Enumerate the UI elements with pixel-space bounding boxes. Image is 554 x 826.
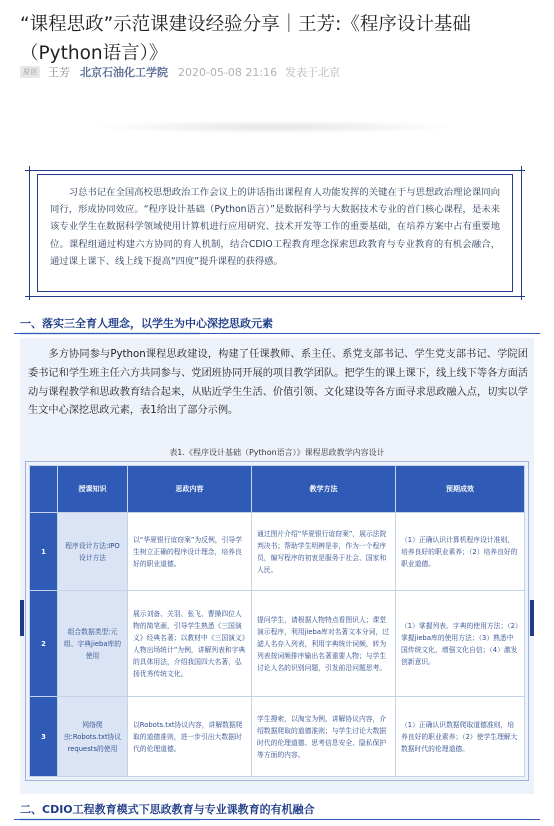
author-name: 王芳 <box>48 66 70 79</box>
panel-side-marker-right <box>530 600 534 636</box>
table-caption: 表1.《程序设计基础（Python语言）》课程思政教学内容设计 <box>169 448 385 457</box>
row-number: 1 <box>30 513 58 591</box>
section-1-paragraph: 多方协同参与Python课程思政建设，构建了任课教师、系主任、系党支部书记、学生党支部书记、学院团委书记和学生班主任六方共同参与、党团班协同开展的项目教学团队。把学生的课上课下，线上线下等各方面活动与课程教学和思政教育结合起来，从贴近学生生活、价值引领、文化建设等各方面寻求思政融入点，切实以学生文中心深挖思政元素，表1给出了部分示例。 <box>28 349 528 417</box>
header-cell-method: 教学方法 <box>252 466 396 513</box>
panel-side-marker-left <box>20 600 24 636</box>
row-knowledge: 组合数据类型:元组、字典jieba库的使用 <box>58 591 128 697</box>
row-method: 提问学生，请根据人物特点看图识人；课堂演示程序，利用jieba库对名著文本分词，过滤人名存入列表，利用字典统计词频，转为列表按词频排序输出名著重要人物；与学生讨论人名的识别问题，引发前沿问题思考。 <box>252 591 396 697</box>
account-name-link[interactable]: 北京石油化工学院 <box>80 66 168 79</box>
row-content: 展示刘备、关羽、张飞、曹操四位人物的简笔画，引导学生熟悉《三国演义》经典名著；以教材中《三国演义》人物出场统计”为例，讲解列表和字典的具体用法，介绍我国四大名著，弘扬优秀传统文化。 <box>128 591 252 697</box>
table-row <box>30 513 525 591</box>
header-cell-knowledge: 授课知识 <box>58 466 128 513</box>
original-badge: 原创 <box>20 66 40 78</box>
article-title: “课程思政”示范课建设经验分享｜王芳:《程序设计基础（Python语言）》 <box>20 14 471 64</box>
publish-location: 发表于北京 <box>285 66 341 79</box>
abstract-text: 习总书记在全国高校思想政治工作会议上的讲话指出课程育人功能发挥的关键在于与思想政治理论课同向同行，形成协同效应。“程序设计基础（Python语言）”是数据科学与大数据技术专业的首门核心课程，是未来该专业学生在数据科学领域使用计算机进行应用研究、技术开发等工作的重要基础，在培养方案中占有重要地位。课程组通过构建六方协同的育人机制，结合CDIO工程教育理念探索思政教育与专业教育的有机会融合，通过课上课下、线上线下提高“四度”提升课程的获得感。 <box>37 174 513 292</box>
row-outcome: （1）正确认识计算机程序设计准则，培养良好的职业素养；（2）培养良好的职业道德。 <box>396 513 525 591</box>
abstract-frame <box>25 166 525 300</box>
course-design-table <box>29 465 525 777</box>
header-cell-content: 思政内容 <box>128 466 252 513</box>
row-content: 以“华夏银行谊窃案”为反例，引导学生树立正确的程序设计理念，培养良好的职业道德。 <box>128 513 252 591</box>
header-cell-no <box>30 466 58 513</box>
row-method: 学生搜索，以淘宝为例，讲解协议内容，介绍数据爬取的道德准则；与学生讨论大数据时代的伦理道德、思考信息安全、隐私保护等方面的内容。 <box>252 697 396 777</box>
section-heading-2-text: 二、CDIO工程教育模式下思政教育与专业课教育的有机融合 <box>20 803 315 816</box>
section-heading-1 <box>14 314 540 334</box>
frame-line-left <box>29 166 30 300</box>
row-number: 2 <box>30 591 58 697</box>
header-cell-outcome: 预期成效 <box>396 466 525 513</box>
frame-line-top <box>25 170 525 171</box>
heading-underline <box>14 333 540 334</box>
row-content: 以Robots.txt协议内容，讲解数据爬取的道德准则，进一步引出大数据时代的伦理道德。 <box>128 697 252 777</box>
publish-datetime: 2020-05-08 21:16 <box>178 65 278 79</box>
row-knowledge: 程序设计方法:IPO设计方法 <box>58 513 128 591</box>
section-heading-2 <box>14 800 540 820</box>
table-header-row <box>30 466 525 513</box>
row-method: 通过图片介绍“华夏银行谊窃案”，展示法院判决书；帮助学生明辨是非，作为一个程序员，编写程序的初衷是服务于社会、国家和人民。 <box>252 513 396 591</box>
table-row <box>30 697 525 777</box>
heading-underline <box>14 819 540 820</box>
row-outcome: （1）正确认识数据爬取道德准则，培养良好的职业素养；（2）使学生理解大数据时代的伦理道德。 <box>396 697 525 777</box>
table-row <box>30 591 525 697</box>
row-number: 3 <box>30 697 58 777</box>
frame-line-bottom <box>25 296 525 297</box>
decorative-shadow <box>90 120 460 134</box>
row-outcome: （1）掌握列表、字典的使用方法；（2）掌握jieba库的使用方法；（3）熟悉中国传统文化，增强文化自信；（4）激发创新意识。 <box>396 591 525 697</box>
row-knowledge: 网络爬虫:Robots.txt协议requests的使用 <box>58 697 128 777</box>
article-meta <box>20 64 340 80</box>
section-heading-1-text: 一、落实三全育人理念，以学生为中心深挖思政元素 <box>20 317 273 330</box>
frame-line-right <box>521 166 522 300</box>
